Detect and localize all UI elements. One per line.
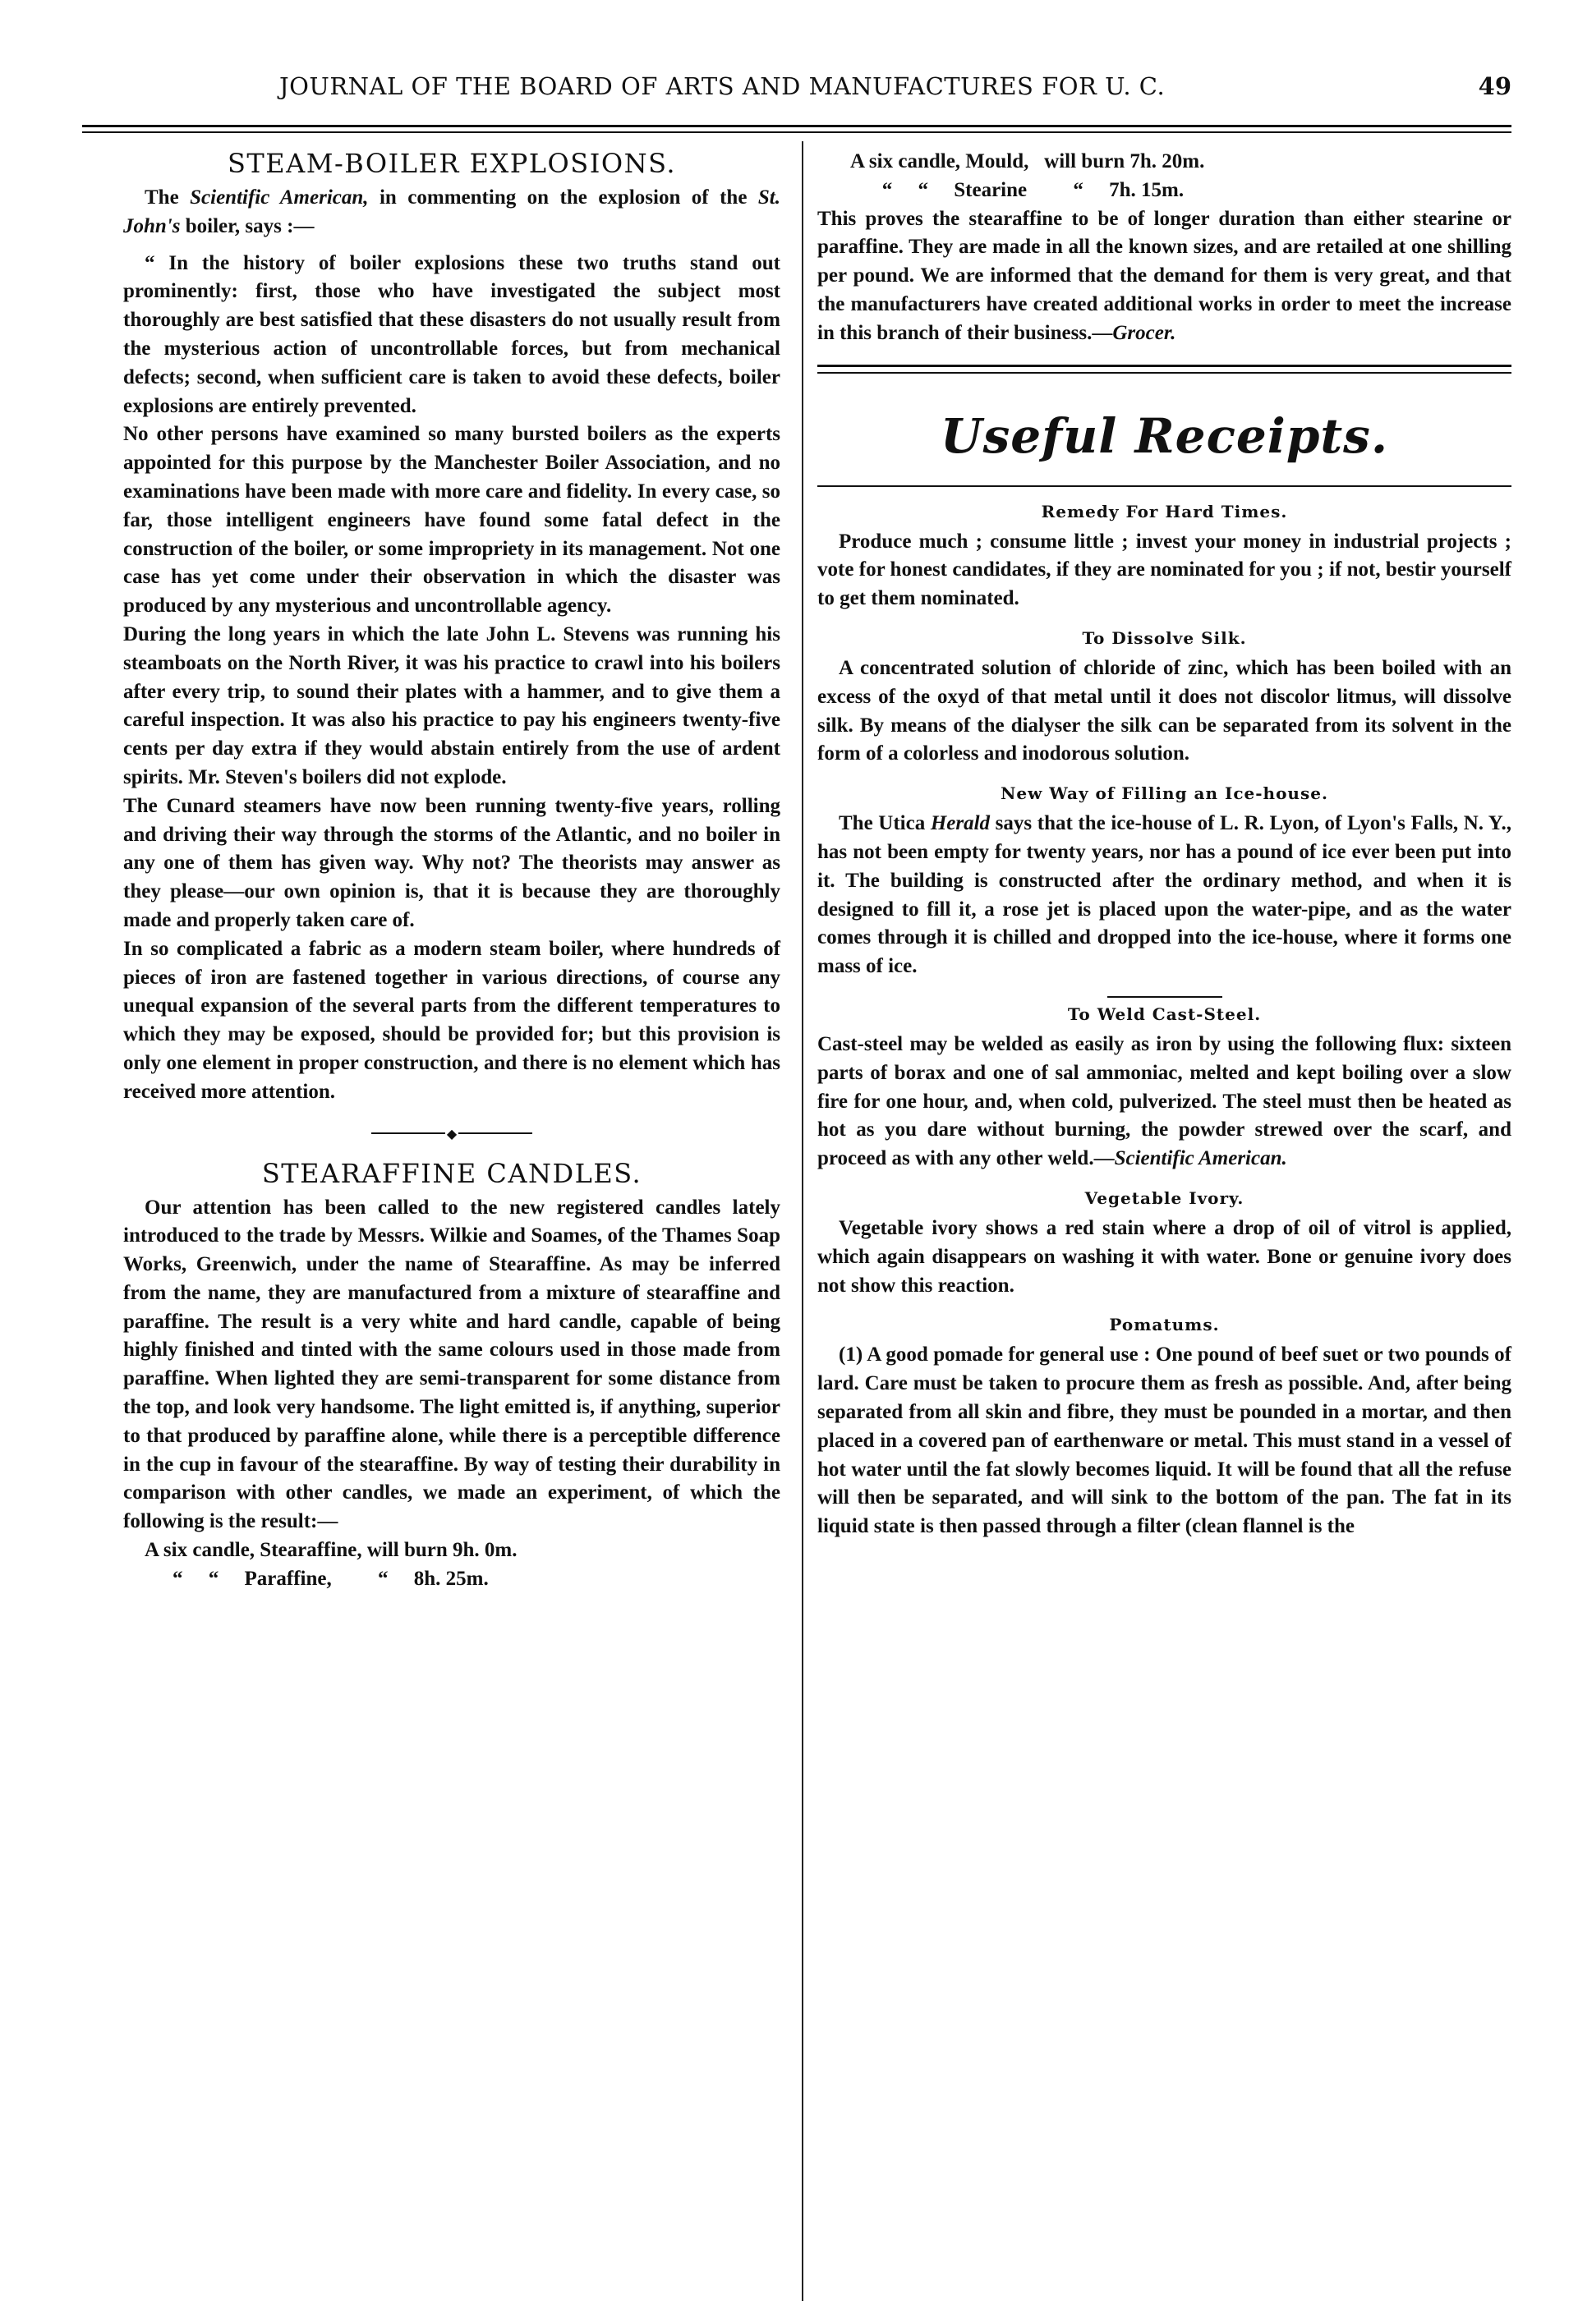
pomatums-text: (1) A good pomade for general use : One pound of beef suet or two pounds of lard. Care must be taken to procure them as fresh as possible. And, after being separated from all skin and fibre, they must be pounded in a mortar, and then placed in a covered pan of earthenware or metal. This must stand in a vessel of hot water until the fat slowly becomes liquid. It will be found that all the refuse will then be separated, and will sink to the bottom of the pan. The fat in its liquid state is then passed through a filter (clean flannel is the <box>817 1343 1511 1538</box>
header-rule-secondary <box>82 131 1511 133</box>
intro-text: boiler, says :— <box>180 214 315 237</box>
source-citation: Scientific American. <box>1114 1147 1287 1170</box>
receipts-title: Useful Receipts. <box>940 407 1389 464</box>
ice-house-text <box>817 810 1511 981</box>
section-double-rule <box>817 365 1511 374</box>
burn-time-row: “ “ Paraffine, “ 8h. 25m. <box>173 1567 489 1590</box>
silk-text: A concentrated solution of chloride of zinc, which has been boiled with an excess of the oxyd of that metal until it does not discolor litmus, will dissolve silk. By means of the dialyser the silk can be separated from its solvent in the form of a colorless and inodorous solution. <box>817 656 1511 765</box>
cast-steel-text <box>817 1031 1511 1173</box>
right-column <box>817 141 1511 1541</box>
column-divider <box>802 141 803 2301</box>
burn-time-row: A six candle, Stearaffine, will burn 9h. 0m. <box>145 1539 518 1562</box>
publication-name: Scientific American, <box>190 186 369 209</box>
boiler-paragraph: During the long years in which the late John L. Stevens was running his steamboats on the North River, it was his practice to crawl into his boilers after every trip, to sound their plates with a hammer, and to give them a careful inspection. It was also his practice to pay his engineers twenty-five cents per day extra if they would abstain entirely from the use of ardent spirits. Mr. Steven's boilers did not explode. <box>123 622 780 788</box>
silk-heading: To Dissolve Silk. <box>1082 627 1247 648</box>
candles-article-title: STEARAFFINE CANDLES. <box>261 1157 642 1189</box>
receipts-rule <box>817 485 1511 487</box>
boiler-paragraph: No other persons have examined so many bursted boilers as the experts appointed for this purpose by the Manchester Boiler Association, and no examinations have been made with more care and fidelity. In every case, so far, those intelligent engineers have found some fatal defect in the construction of the boiler, or some impropriety in its management. Not one case has yet come under their observation in which the disaster was produced by any mysterious and uncontrollable agency. <box>123 423 780 618</box>
short-rule <box>1107 996 1222 998</box>
pomatums-heading: Pomatums. <box>1109 1315 1220 1335</box>
candles-conclusion <box>817 205 1511 348</box>
ice-text: says that the ice-house of L. R. Lyon, of Lyon's Falls, N. Y., has not been empty for twenty years, nor has a pound of ice ever been put into it. The building is constructed after the ordinary method, and when it is designed to fill it, a rose jet is placed upon the water-pipe, and as the water comes through it is chilled and dropped into the ice-house, where it forms one mass of ice. <box>817 812 1511 978</box>
ship-name: St. John's <box>123 186 780 237</box>
source-citation: Grocer. <box>1112 321 1176 344</box>
conclusion-text: This proves the stearaffine to be of longer duration than either stearine or paraffine. They are made in all the known sizes, and are retailed at one shilling per pound. We are informed that the demand for them is very great, and that the manufacturers have created additional works in order to meet the increase in this branch of their business.— <box>817 207 1511 344</box>
section-ornament: ◆ <box>123 1125 780 1138</box>
boiler-article-title: STEAM-BOILER EXPLOSIONS. <box>227 148 677 179</box>
intro-text: The <box>145 186 191 209</box>
burn-time-row: A six candle, Mould, will burn 7h. 20m. <box>850 150 1205 172</box>
ice-house-heading: New Way of Filling an Ice-house. <box>1001 783 1328 804</box>
newspaper-name: Herald <box>930 812 991 835</box>
boiler-paragraph: “ In the history of boiler explosions these two truths stand out prominently: first, those who have investigated the subject most thoroughly are best satisfied that these disasters do not usually result from the mysterious action of uncontrollable forces, but from mechanical defects; second, when sufficient care is taken to avoid these defects, boiler explosions are entirely prevented. <box>123 251 780 417</box>
steel-text: Cast-steel may be welded as easily as iron by using the following flux: sixteen parts of borax and one of sal ammoniac, melted and kept boiling over a slow fire for one hour, and, when cold, pulverized. The steel must then be heated as hot as you dare without burning, the powder strewed over the scarf, and proceed as with any other weld.— <box>817 1032 1511 1170</box>
ice-text: The Utica <box>839 812 931 835</box>
left-column <box>123 141 780 1594</box>
boiler-paragraph: In so complicated a fabric as a modern steam boiler, where hundreds of pieces of iron are fastened together in various directions, of course any unequal expansion of the several parts from the different temperatures to which they may be exposed, should be provided for; but this provision is only one element in proper construction, and there is no element which has received more attention. <box>123 937 780 1103</box>
boiler-paragraph: The Cunard steamers have now been running twenty-five years, rolling and driving their way through the storms of the Atlantic, and no boiler in any one of them has given way. Why not? The theorists may answer as they please—our own opinion is, that it is because they are thoroughly made and properly taken care of. <box>123 794 780 931</box>
intro-text: in commenting on the explosion of the <box>368 186 758 209</box>
vegetable-ivory-heading: Vegetable Ivory. <box>1084 1187 1244 1208</box>
hard-times-heading: Remedy For Hard Times. <box>1041 501 1288 521</box>
vegetable-ivory-text: Vegetable ivory shows a red stain where a drop of oil of vitrol is applied, which again disappears on washing it with water. Bone or genuine ivory does not show this reaction. <box>817 1216 1511 1297</box>
hard-times-text: Produce much ; consume little ; invest your money in industrial projects ; vote for honest candidates, if they are nominated for you ; if not, bestir yourself to get them nominated. <box>817 530 1511 610</box>
cast-steel-heading: To Weld Cast-Steel. <box>1067 1004 1262 1024</box>
journal-title: JOURNAL OF THE BOARD OF ARTS AND MANUFACTURES FOR U. C. <box>279 72 1166 100</box>
boiler-intro <box>123 184 780 241</box>
candles-paragraph: Our attention has been called to the new registered candles lately introduced to the trade by Messrs. Wilkie and Soames, of the Thames Soap Works, Greenwich, under the name of Stearaffine. As may be inferred from the name, they are manufactured from a mixture of stearaffine and paraffine. The result is a very white and hard candle, capable of being highly finished and tinted with the same colours used in those made from paraffine. When lighted they are semi-transparent for some distance from the top, and look very handsome. The light emitted is, if anything, superior to that produced by paraffine alone, while there is a perceptible difference in the cup in favour of the stearaffine. By way of testing their durability in comparison with other candles, we made an experiment, of which the following is the result:— <box>123 1196 780 1533</box>
page-number: 49 <box>1478 72 1511 100</box>
burn-time-row: “ “ Stearine “ 7h. 15m. <box>867 178 1185 201</box>
running-head <box>82 72 1511 113</box>
header-rule <box>82 125 1511 127</box>
